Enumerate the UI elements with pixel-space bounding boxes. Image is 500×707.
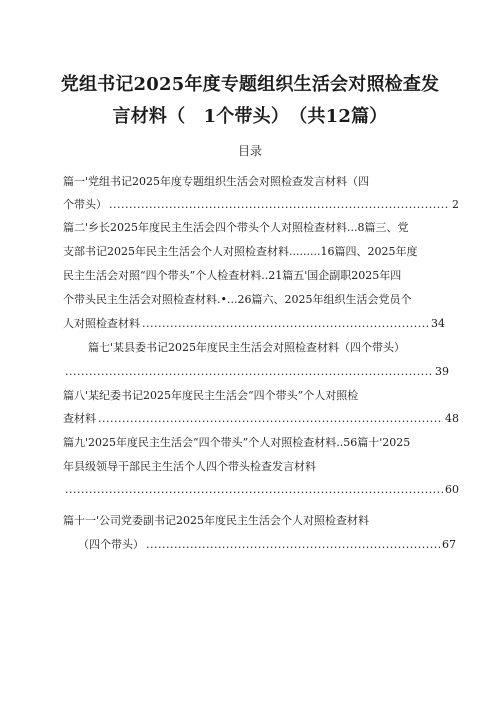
toc-entry-8-line-1: 篇八'某纪委书记2025年度民主生活会“四个带头”个人对照检: [63, 389, 359, 402]
toc-entry-10-page: 60: [445, 483, 459, 496]
toc-entry-11-line-1: 篇十一'公司党委副书记2025年度民主生活会个人对照检查材料: [63, 514, 370, 527]
toc-entry-1-text: 个带头）: [63, 198, 107, 211]
toc-entry-11-text: （四个带头）: [78, 538, 144, 551]
toc-entry-7-page: 39: [435, 365, 449, 378]
toc-entry-6-text: 人对照检查材料: [63, 317, 140, 330]
toc-leader-dots: [109, 197, 450, 213]
toc-line-5: 民主生活会对照“四个带头”个人检查材料..21篇五'国企副职2025年四: [63, 269, 402, 282]
toc-entry-11-line-2: [78, 537, 456, 553]
toc-leader-dots: [65, 482, 443, 498]
toc-leader-dots: [146, 537, 440, 553]
toc-heading: 目录: [237, 144, 262, 158]
toc-line-3: 篇二'乡长2025年度民主生活会四个带头个人对照检查材料...8篇三、党: [63, 221, 409, 234]
toc-entry-1-line-2: [63, 197, 459, 213]
toc-leader-dots: [142, 316, 429, 332]
toc-entry-7-line-1: 篇七'某县委书记2025年度民主生活会对照检查材料（四个带头）: [88, 341, 406, 354]
toc-line-4: 支部书记2025年民主生活会个人对照检查材料.........16篇四、2025年度: [63, 245, 418, 258]
toc-entry-8-line-2: [63, 411, 459, 427]
toc-entry-6-page: 34: [431, 317, 445, 330]
toc-leader-dots: [65, 364, 433, 380]
toc-entry-10-line-2: [63, 482, 459, 498]
toc-entry-11-page: 67: [442, 538, 456, 551]
toc-entry-1-page: 2: [452, 198, 459, 211]
toc-entry-8-page: 48: [445, 412, 459, 425]
toc-entry-1-line-1: 篇一'党组书记2025年度专题组织生活会对照检查发言材料（四: [63, 175, 370, 188]
toc-line-6: 个带头民主生活会对照检查材料.•...26篇六、2025年组织生活会党员个: [63, 293, 412, 306]
toc-line-12: 篇九'2025年度民主生活会“四个带头”个人对照检查材料..56篇十'2025: [63, 436, 411, 449]
document-title-line-2: 言材料（ 1个带头） （共12篇）: [112, 106, 388, 127]
toc-entry-8-text: 查材料: [63, 412, 96, 425]
toc-line-13: 年县级领导干部民主生活个人四个带头检查发言材料: [63, 460, 316, 473]
document-title-line-1: 党组书记2025年度专题组织生活会对照检查发: [60, 74, 440, 95]
toc-entry-7-line-2: [63, 364, 449, 380]
toc-entry-6-line-2: [63, 316, 445, 332]
toc-leader-dots: [98, 411, 443, 427]
